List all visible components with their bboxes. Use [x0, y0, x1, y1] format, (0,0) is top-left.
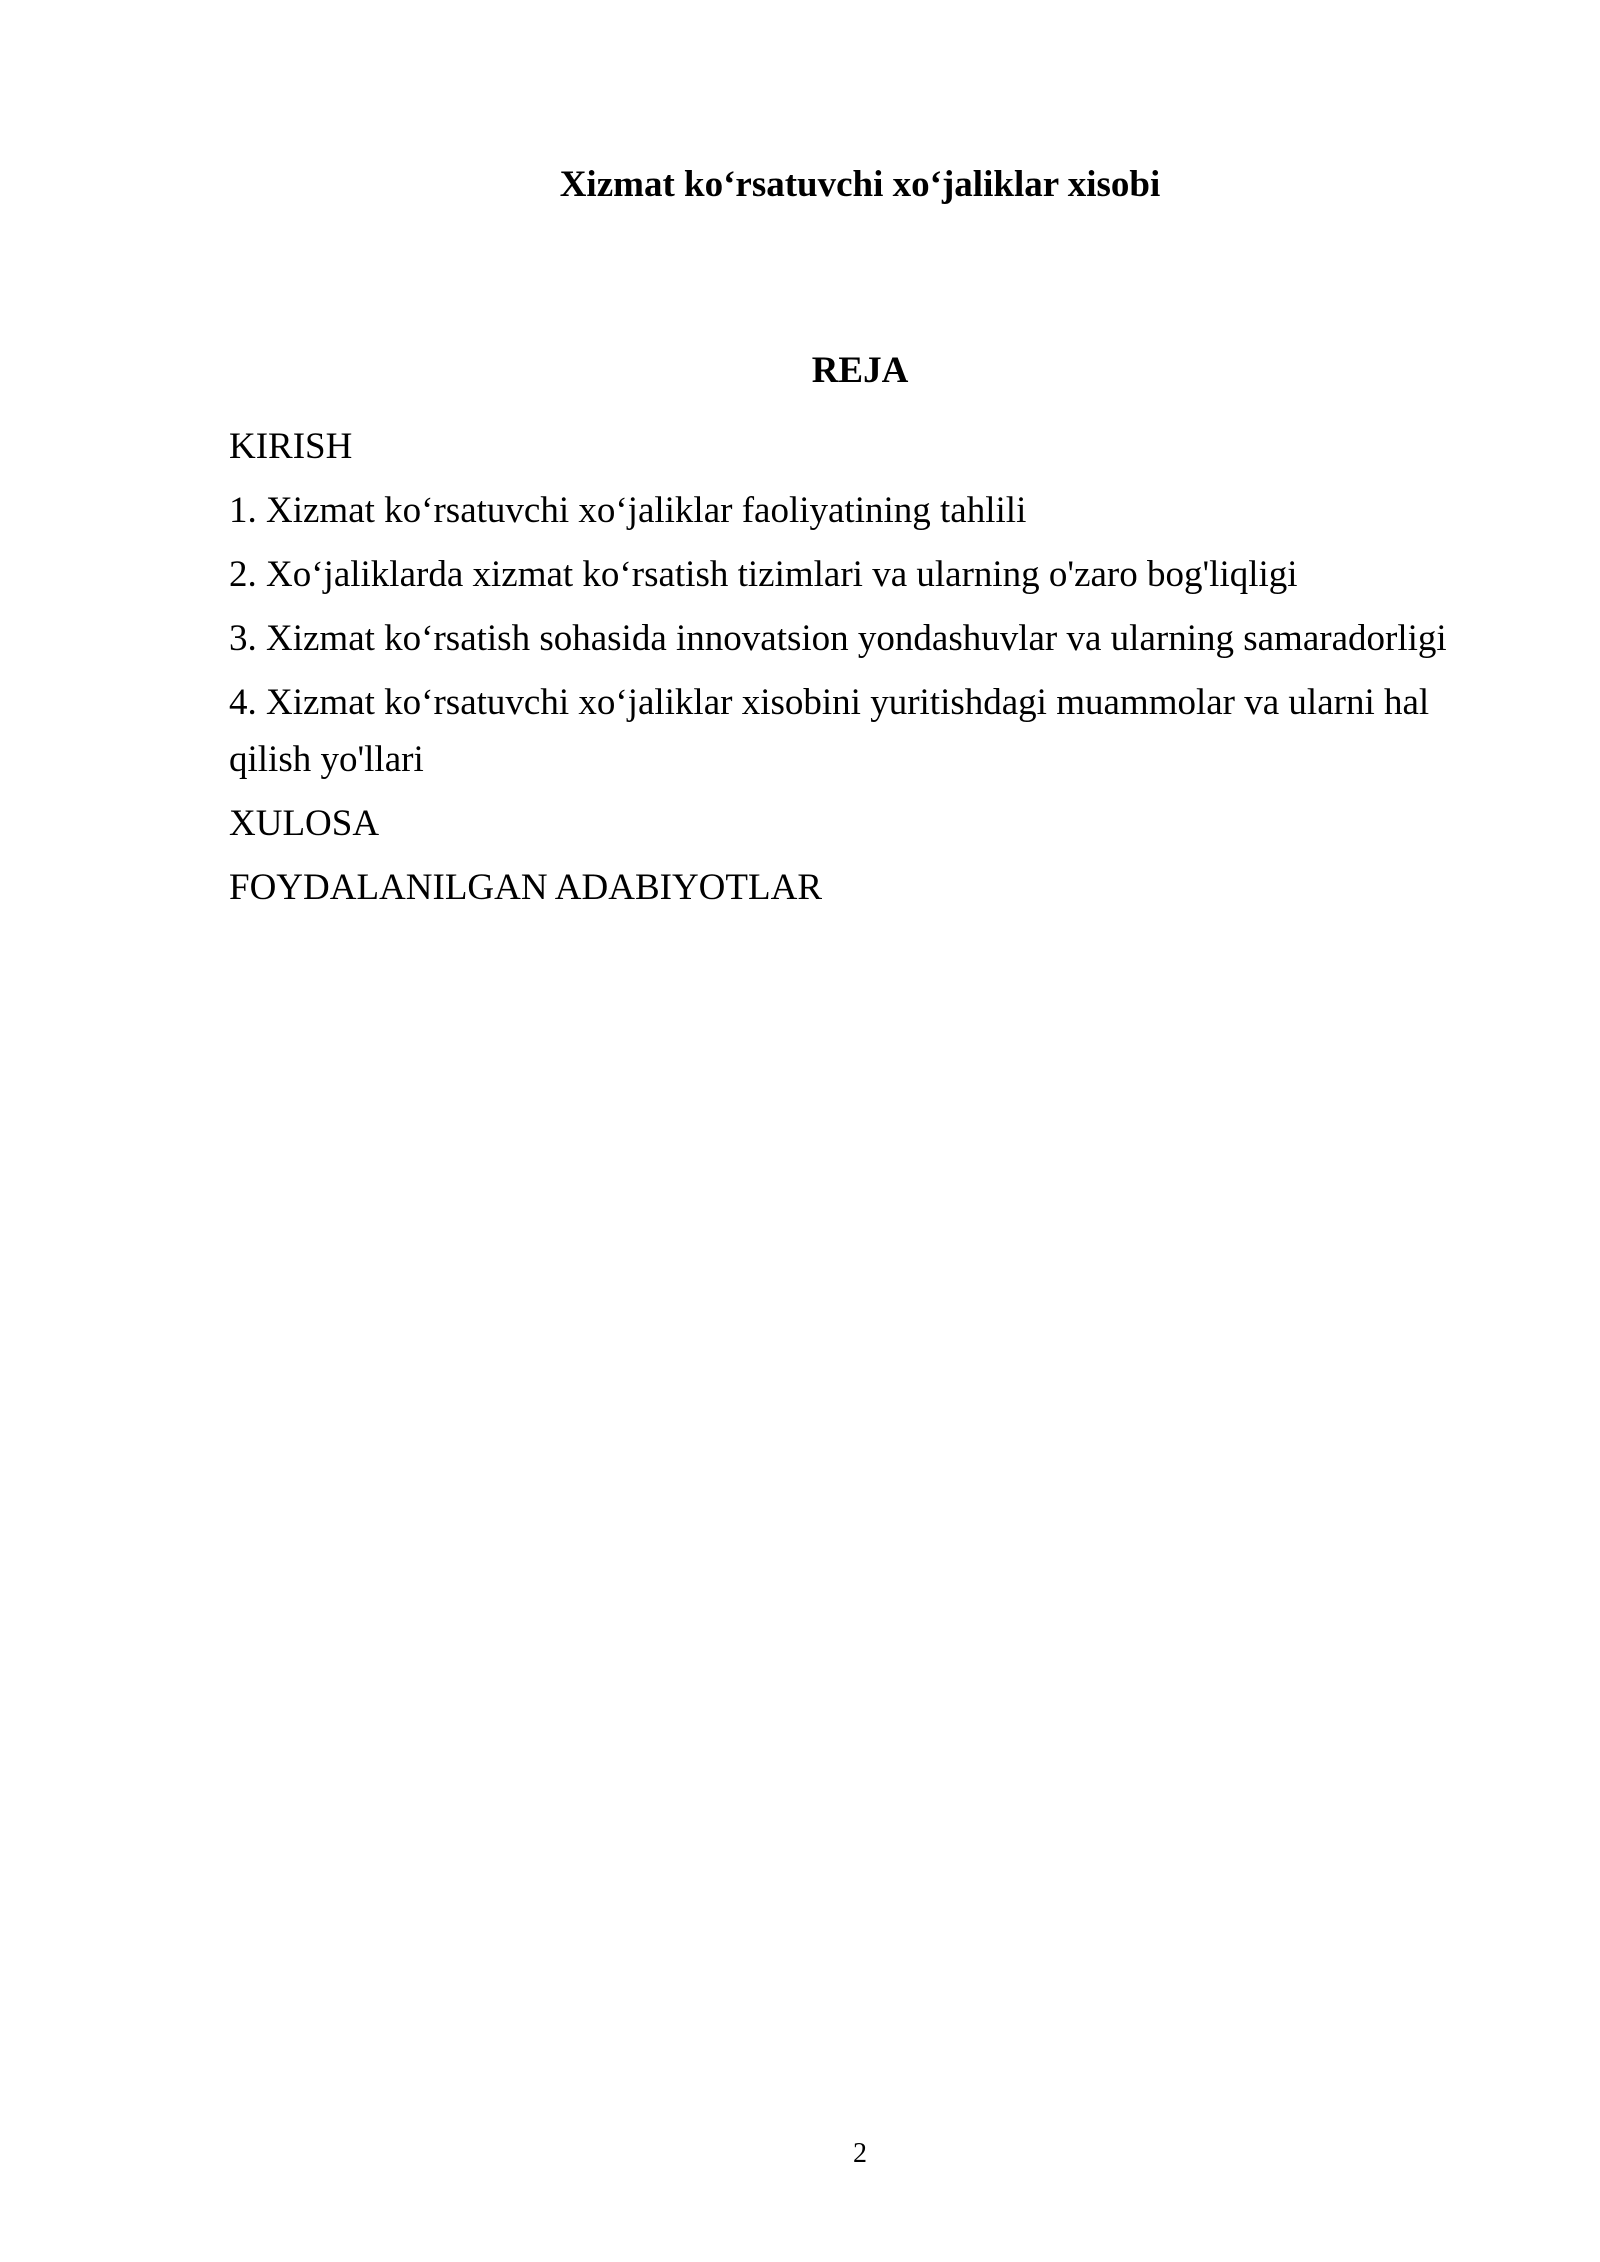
toc-item-references: FOYDALANILGAN ADABIYOTLAR [229, 867, 822, 908]
toc-item-3: 3. Xizmat koʻrsatish sohasida innovatsion yondashuvlar va ularning samaradorligi [229, 618, 1447, 659]
document-title: Xizmat koʻrsatuvchi xoʻjaliklar xisobi [559, 164, 1161, 205]
table-of-contents [229, 418, 1489, 923]
toc-item-2: 2. Xoʻjaliklarda xizmat koʻrsatish tizimlari va ularning o'zaro bog'liqligi [229, 554, 1298, 595]
plan-heading: REJA [811, 350, 909, 391]
toc-item-conclusion: XULOSA [229, 803, 380, 844]
page-number: 2 [853, 2138, 867, 2169]
toc-item-1: 1. Xizmat koʻrsatuvchi xoʻjaliklar faoliyatining tahlili [229, 490, 1027, 531]
toc-item-introduction: KIRISH [229, 426, 353, 467]
toc-item-4: 4. Xizmat koʻrsatuvchi xoʻjaliklar xisobini yuritishdagi muammolar va ularni hal qilish yo'llari [229, 682, 1430, 780]
